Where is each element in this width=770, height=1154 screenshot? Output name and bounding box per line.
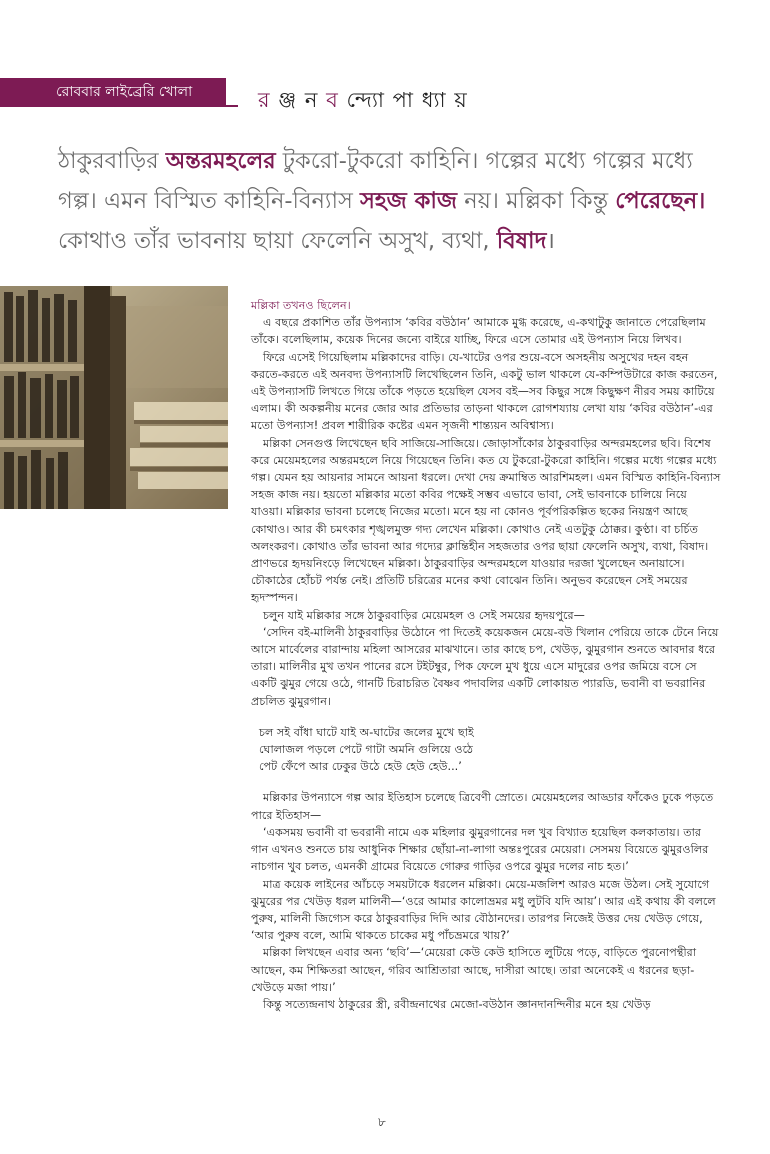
author-initial-2: ব (326, 88, 339, 112)
article-quote: ‘সেদিন বই-মালিনী ঠাকুরবাড়ির উঠোনে পা দিতেই কয়েকজন মেয়ে-বউ খিলান পেরিয়ে তাকে টেনে নিয়ে আসে মার্বেলের বারান্দায় মহিলা আসরের মাঝখানে। তার কাছে চপ, খেউড়, ঝুমুরগান শুনতে আবদার ধরে তারা। মালিনীর মুখ তখন পানের রসে টইটম্বুর, পিক ফেলে মুখ ধুয়ে এসে মাদুরের ওপর জমিয়ে বসে সে একটি ঝুমুর গেয়ে ওঠে, গানটি চিরাচরিত বৈষ্ণব পদাবলির একটি লোকায়ত প্যারডি, ভবানী বা ভবরানির প্রচলিত ঝুমুরগান। (251, 625, 719, 708)
intro-highlight-3: পেরেছেন। (615, 188, 706, 214)
article-paragraph: মল্লিকা সেনগুপ্ত লিখেছেন ছবি সাজিয়ে-সাজিয়ে। জোড়াসাঁকোর ঠাকুরবাড়ির অন্দরমহলের ছবি। বিশেষ করে মেয়েমহলের অন্তরমহলে নিয়ে গিয়েছেন তিনি। কত যে টুকরো-টুকরো কাহিনি। গল্পের মধ্যে গল্পের মধ্যে গল্প। যেমন হয় আয়নার সামনে আয়না ধরলে। দেখা দেয় ক্রমাম্বিত আরশিমহল। এমন বিস্মিত কাহিনি-বিন্যাস সহজ কাজ নয়। হয়তো মল্লিকার মতো কবির পক্ষেই সম্ভব এভাবে ভাবা, সেই ভাবনাকে চালিয়ে নিয়ে যাওয়া। মল্লিকার ভাবনা চলেছে নিজের মতো। মনে হয় না কোনও পূর্বপরিকল্পিত ছকের নিয়ন্ত্রণ আছে কোথাও। আর কী চমৎকার শৃঙ্খলমুক্ত গদ্য লেখেন মল্লিকা। কোথাও নেই এতটুকু ঠোক্কর। কুণ্ঠা। বা চর্চিত অলংকরণ। কোথাও তাঁর ভাবনা আর গদ্যের ক্লান্তিহীন সহজতার ওপর ছায়া ফেলেনি অসুখ, ব্যথা, বিষাদ। প্রাণভরে হৃদয়নিংড়ে লিখেছেন মল্লিকা। ঠাকুরবাড়ির অন্দরমহলে যাওয়ার দরজা খুলেছেন অনায়াসে। চৌকাঠের হোঁচট পর্যন্ত নেই। প্রতিটি চরিত্রের মনের কথা বোঝেন তিনি। অনুভব করেছেন সেই সময়ের হৃদস্পন্দন। (251, 436, 721, 605)
article-quote: ‘একসময় ভবানী বা ভবরানী নামে এক মহিলার ঝুমুরগানের দল খুব বিখ্যাত হয়েছিল কলকাতায়। তার গান এখনও শুনতে চায় আধুনিক শিক্ষার ছোঁয়া-না-লাগা অন্তঃপুরের মেয়েরা। সেসময় বিয়েতে ঝুমুরওলির নাচগান খুব চলত, এমনকী গ্রামের বিয়েতে গোরুর গাড়ির ওপরে ঝুমুর দলের নাচ হত।’ (251, 825, 709, 874)
article-paragraph: মাত্র কয়েক লাইনের আঁচড়ে সময়টাকে ধরলেন মল্লিকা। মেয়ে-মজলিশ আরও মজে উঠল। সেই সুযোগে ঝুমুরের পর খেউড় ধরল মালিনী—‘ওরে আমার কালোভ্রমর মধু লুটবি যদি আয়’। আর এই কথায় কী বললে পুরুষ, মালিনী জিগ্যেস করে ঠাকুরবাড়ির দিদি আর বৌঠানদের। তারপর নিজেই উত্তর দেয় খেউড় গেয়ে, ‘আর পুরুষ বলে, আমি থাকতে চাকের মধু পাঁচভ্রমরে খায়?’ (251, 877, 716, 943)
section-band (0, 78, 226, 106)
author-part-2: ন্দ্যো পা ধ্যা য় (338, 88, 468, 112)
intro-text-3: নয়। মল্লিকা কিন্তু (457, 188, 616, 214)
band-notch (226, 78, 234, 106)
header-rule (0, 105, 238, 107)
intro-paragraph (58, 141, 718, 261)
bookshelf-photo (0, 286, 228, 509)
spacer (251, 710, 721, 724)
author-name (258, 84, 468, 119)
intro-text-4: কোথাও তাঁর ভাবনায় ছায়া ফেলেনি অসুখ, ব্যথা, (58, 228, 497, 254)
author-part-1: ঞ্জ ন (270, 88, 327, 112)
article-paragraph: ফিরে এসেই গিয়েছিলাম মল্লিকাদের বাড়ি। যে-খাটের ওপর শুয়ে-বসে অসহনীয় অসুখের দহন বহন করতে-করতে এই অনবদ্য উপন্যাসটি লিখেছিলেন তিনি, একটু ভাল থাকলে যে-কম্পিউটারে কাজ করতেন, এই উপন্যাসটি লিখতে গিয়ে তাঁকে পড়তে হয়েছিল যেসব বই—সব কিছুর সঙ্গে কিছুক্ষণ নীরব সময় কাটিয়ে এলাম। কী অকল্পনীয় মনের জোর আর প্রতিভার তাড়না থাকলে রোগশয্যায় লেখা যায় ‘কবির বউঠান’-এর মতো উপন্যাস! প্রবল শারীরিক কষ্টের এমন সৃজনী শান্ত্যয়ন অবিশ্বাস্য। (251, 350, 718, 433)
page-number: ৮ (378, 1115, 386, 1129)
article-body (251, 297, 721, 1013)
article-paragraph: মল্লিকার উপন্যাসে গল্প আর ইতিহাস চলেছে ত্রিবেণী স্রোতে। মেয়েমহলের আড্ডার ফাঁকেও ঢুকে পড়তে পারে ইতিহাস— (251, 791, 714, 822)
verse-line: চল সই বাঁধা ঘাটে যাই অ-ঘাটের জলের মুখে ছাই (259, 725, 474, 739)
article-paragraph: মল্লিকা লিখছেন এবার অন্য ‘ছবি’—‘মেয়েরা কেউ কেউ হাসিতে লুটিয়ে পড়ে, বাড়িতে পুরনোপন্থীরা আছেন, কম শিক্ষিতরা আছেন, গরিব আশ্রিতারা আছে, দাসীরা আছে। তারা অনেকেই এ ধরনের ছড়া-খেউড়ে মজা পায়।’ (251, 946, 697, 994)
intro-highlight-4: বিষাদ (496, 228, 547, 254)
intro-text-2: টুকরো-টুকরো কাহিনি। গল্পের মধ্যে গল্পের মধ্যে গল্প। এমন বিস্মিত কাহিনি-বিন্যাস (58, 148, 693, 214)
article-paragraph: এ বছরে প্রকাশিত তাঁর উপন্যাস ‘কবির বউঠান’ আমাকে মুগ্ধ করেছে, এ-কথাটুকু জানাতে পেরেছিলাম তাঁকে। বলেছিলাম, কয়েক দিনের জন্যে বাইরে যাচ্ছি, ফিরে এসে তোমার এই উপন্যাস নিয়ে লিখব। (251, 316, 706, 347)
verse-line: পেট ফেঁপে আর ঢেকুর উঠে হেউ হেউ হেউ...’ (259, 760, 462, 774)
intro-text-1: ঠাকুরবাড়ির (58, 148, 166, 174)
article-lead: মল্লিকা তখনও ছিলেন। (251, 299, 351, 312)
article-paragraph: কিন্তু সত্যেন্দ্রনাথ ঠাকুরের স্ত্রী, রবীন্দ্রনাথের মেজো-বউঠান জ্ঞানদানন্দিনীর মনে হয় খেউড় (263, 997, 651, 1011)
spacer (251, 775, 721, 789)
article-paragraph: চলুন যাই মল্লিকার সঙ্গে ঠাকুরবাড়ির মেয়েমহল ও সেই সময়ের হৃদয়পুরে— (263, 608, 585, 622)
intro-highlight-2: সহজ কাজ (360, 188, 458, 214)
intro-text-5: । (546, 228, 555, 254)
section-label: রোববার লাইব্রেরি খোলা (56, 84, 193, 100)
intro-highlight-1: অন্তরমহলের (165, 148, 276, 174)
author-initial-1: র (258, 88, 271, 112)
verse-line: ঘোলাজল পড়লে পেটে গাটা অমনি গুলিয়ে ওঠে (259, 743, 474, 757)
bookshelf-photo-art (0, 286, 228, 509)
